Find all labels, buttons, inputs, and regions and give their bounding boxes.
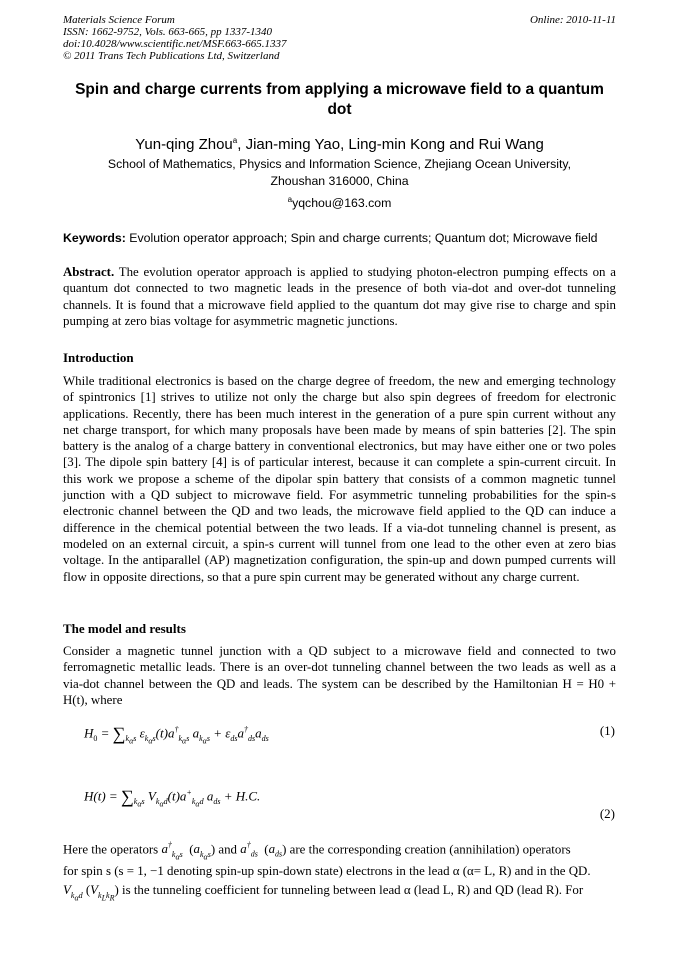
doi: doi:10.4028/www.scientific.net/MSF.663-665.1337 [63,38,287,50]
other-authors: , Jian-ming Yao, Ling-min Kong and Rui Wang [237,136,544,153]
abstract [63,264,616,329]
paper-title: Spin and charge currents from applying a microwave field to a quantum dot [75,81,604,118]
intro-heading: Introduction [63,350,134,365]
abstract-text: The evolution operator approach is applied to studying photon-electron pumping effects on a quantum dot connected to two magnetic leads in the presence of both via-dot and over-dot tunneling channels. It is found that a microwave field applied to the quantum dot may give rise to charge and spin pumping at zero bias voltage for asymmetric magnetic junctions. [63,265,616,328]
equation-2-number: (2) [599,806,615,821]
closing-line-3: $V_{k_\alpha d}$ $(V_{k_Lk_R})$ is the tunneling coefficient for tunneling between lead α (lead L, R) and QD (lead R). For [63,883,584,903]
author-list [63,131,616,154]
email-address: yqchou@163.com [292,196,392,211]
model-paragraph: Consider a magnetic tunnel junction with a QD subject to a microwave field and connected to two ferromagnetic metallic leads. There is an over-dot tunneling channel between the two leads as well as a via-dot channel between the QD and leads. The system can be described by the Hamiltonian H = H0 + H(t), where [63,644,616,707]
closing-line-2: for spin s (s = 1, −1 denoting spin-up spin-down state) electrons in the lead α (α= L, R) and in the QD. [63,864,591,878]
keywords [63,230,616,246]
equation-1: $H_0 = \sum_{k_\alpha s}$ $\varepsilon_{k_\alpha s}(t)a^\dagger_{k_\alpha s}$ $a_{k_\alpha s} + \varepsilon_{ds}a^\dagger_{ds}a_{ds}$ [84,723,269,746]
author-email [63,192,616,211]
journal-header [63,14,616,62]
keywords-label: Keywords: [63,231,126,245]
keywords-text: Evolution operator approach; Spin and charge currents; Quantum dot; Microwave field [125,231,598,245]
intro-paragraph: While traditional electronics is based on the charge degree of freedom, the new and emerging technology of spintronics [1] strives to utilize not only the charge but also spin degrees of freedom for electronic applications. Recently, there has been much interest in the generation of a pure spin current without any net charge transport, for which many proposals have been made by means of spin batteries [2]. The spin battery is the analog of a charge battery in conventional electronics, but may have either one or two poles [3]. The dipole spin battery [4] is of particular interest, because it can complete a spin-current circuit. In this work we propose a scheme of the dipolar spin battery that consists of a common magnetic tunnel junction with a QD subject to microwave field. For asymmetric tunneling probabilities for the spin-s electronic channel between the QD and two leads, the microwave field applied to the QD can induce a difference in the chemical potential between the two leads. If a via-dot tunneling channel is present, as modeled on an external circuit, a spin-s current will tunnel from one lead to the other even at zero bias voltage. In the antiparallel (AP) magnetization configuration, the spin-up and down pumped currents will flow in opposite directions, so that a pure spin current may be generated without any charge current. [63,374,616,584]
equation-2: $H(t) = \sum_{k_\alpha s}$ $V_{k_\alpha d}(t)a^+_{k_\alpha d}$ $a_{ds} + H.C$. [84,786,261,809]
email-mark: a [287,195,293,204]
journal-name: Materials Science Forum [63,14,175,26]
closing-text-b: and [215,842,241,857]
closing-line-1: Here the operators $a^\dagger_{k_\alpha s}$ $(a_{k_\alpha s})$ and $a^\dagger_{ds}$ $(a_{ds})$ are the corresponding creation (annihilation) operators [63,841,571,862]
author-mark: a [232,136,238,145]
affiliation-line-1: School of Mathematics, Physics and Information Science, Zhejiang Ocean University, [107,157,572,171]
copyright: © 2011 Trans Tech Publications Ltd, Switzerland [63,50,280,62]
issn: ISSN: 1662-9752, Vols. 663-665, pp 1337-1340 [63,26,272,38]
affiliation-line-2: Zhoushan 316000, China [270,174,409,188]
closing-text-3: is the tunneling coefficient for tunneling between lead α (lead L, R) and QD (lead R). For [118,883,584,897]
abstract-label: Abstract. [63,265,115,279]
closing-text-a: Here the operators [63,842,162,857]
closing-text-c: are the corresponding creation (annihilation) operators [286,842,571,857]
model-heading: The model and results [63,621,186,636]
online-date: Online: 2010-11-11 [529,14,616,26]
affiliation [63,156,616,190]
first-author: Yun-qing Zhou [135,136,233,153]
equation-1-number: (1) [599,723,615,738]
